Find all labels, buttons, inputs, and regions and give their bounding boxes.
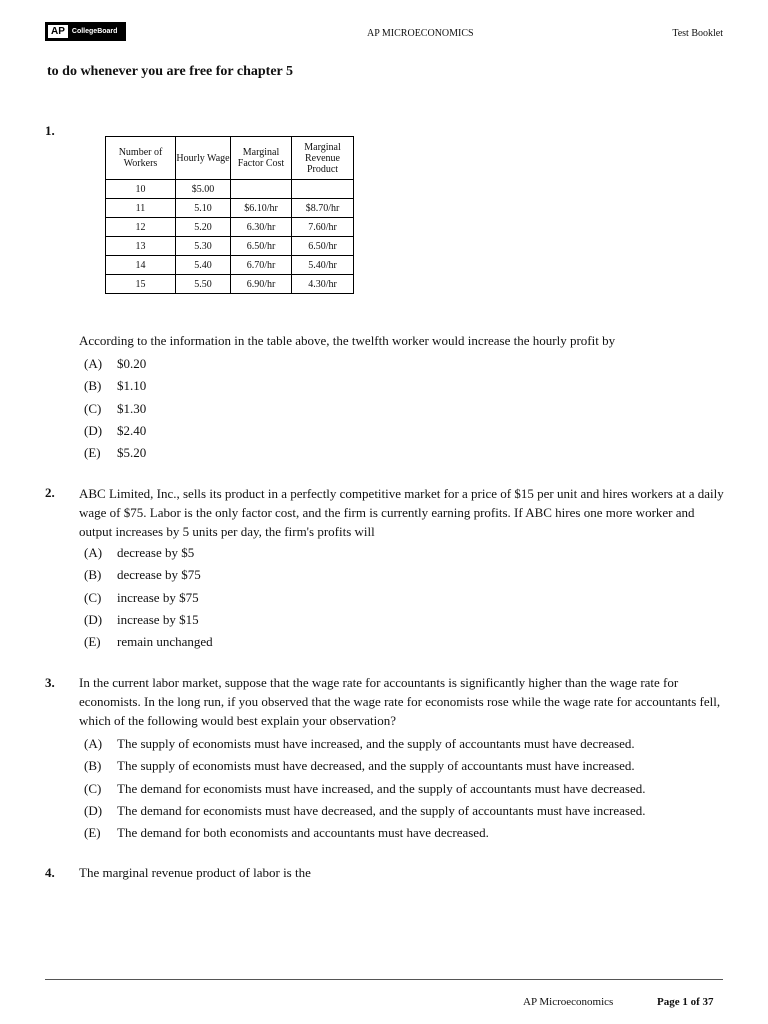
answer-option[interactable]: [84, 375, 146, 397]
table-header-row: [106, 137, 354, 180]
table-cell: 11: [106, 199, 176, 218]
answer-option[interactable]: [84, 398, 146, 420]
table-cell: 6.50/hr: [292, 237, 354, 256]
option-text: decrease by $5: [117, 545, 195, 560]
table-cell: 6.50/hr: [231, 237, 292, 256]
table-cell: $8.70/hr: [292, 199, 354, 218]
option-text: decrease by $75: [117, 567, 201, 583]
table-cell: 5.10: [176, 199, 231, 218]
question-4-text: The marginal revenue product of labor is the: [79, 865, 311, 880]
table-cell: 12: [106, 218, 176, 237]
option-text: $5.20: [117, 445, 147, 461]
option-letter: (A): [84, 545, 103, 560]
table-cell: 4.30/hr: [292, 275, 354, 294]
answer-option[interactable]: [84, 564, 213, 586]
option-text: $2.40: [117, 422, 147, 438]
footer-divider: [45, 979, 723, 980]
answer-option[interactable]: [84, 442, 146, 464]
answer-option[interactable]: [84, 631, 213, 653]
header-booklet-label: Test Booklet: [672, 28, 723, 39]
option-letter: (A): [84, 356, 103, 371]
table-cell: [231, 180, 292, 199]
table-cell: 6.70/hr: [231, 256, 292, 275]
option-letter: (E): [84, 445, 101, 461]
answer-option[interactable]: [84, 800, 646, 822]
option-letter: (B): [84, 758, 102, 774]
option-text: $0.20: [117, 356, 147, 371]
question-1-text: According to the information in the table above, the twelfth worker would increase the hourly profit by: [79, 333, 616, 348]
option-text: The demand for both economists and accountants must have decreased.: [117, 825, 489, 841]
table-cell: 5.20: [176, 218, 231, 237]
table-header-cell: Hourly Wage: [176, 137, 231, 180]
table-row: [106, 256, 354, 275]
answer-option[interactable]: [84, 778, 646, 800]
table-row: [106, 218, 354, 237]
answer-option[interactable]: [84, 822, 646, 844]
ap-collegeboard-logo: [45, 22, 126, 41]
option-letter: (B): [84, 378, 102, 394]
table-row: [106, 237, 354, 256]
option-text: The demand for economists must have decreased, and the supply of accountants must have increased.: [117, 802, 646, 818]
option-letter: (E): [84, 825, 101, 841]
table-cell: 15: [106, 275, 176, 294]
answer-option[interactable]: [84, 609, 213, 631]
logo-ap-text: AP: [48, 25, 68, 38]
option-letter: (C): [84, 780, 102, 796]
option-letter: (A): [84, 736, 103, 751]
answer-option[interactable]: [84, 755, 646, 777]
answer-option[interactable]: [84, 733, 646, 755]
option-text: The supply of economists must have decreased, and the supply of accountants must have increased.: [117, 758, 635, 774]
question-3-options: [84, 733, 646, 844]
page-number: Page 1 of 37: [657, 996, 714, 1008]
answer-option[interactable]: [84, 353, 146, 375]
option-letter: (B): [84, 567, 102, 583]
option-letter: (C): [84, 589, 102, 605]
table-cell: 5.30: [176, 237, 231, 256]
table-cell: $6.10/hr: [231, 199, 292, 218]
table-cell: 5.50: [176, 275, 231, 294]
wage-table: [105, 136, 354, 294]
option-text: The demand for economists must have increased, and the supply of accountants must have decreased.: [117, 780, 646, 796]
option-text: increase by $75: [117, 589, 199, 605]
option-letter: (D): [84, 422, 103, 438]
option-text: The supply of economists must have increased, and the supply of accountants must have decreased.: [117, 736, 635, 751]
question-1-options: [84, 353, 146, 464]
table-cell: 14: [106, 256, 176, 275]
question-2-text: ABC Limited, Inc., sells its product in a perfectly competitive market for a price of $15 per unit and hires workers at a daily wage of $75. Labor is the only factor cost, and the firm is currently earning profits. If ABC hires one more worker and output increases by 5 units per day, the firm's profits will: [79, 486, 724, 539]
option-text: remain unchanged: [117, 634, 213, 650]
question-2-options: [84, 542, 213, 653]
table-row: [106, 180, 354, 199]
table-header-cell: Marginal Revenue Product: [292, 137, 354, 180]
assignment-intro: to do whenever you are free for chapter 5: [47, 64, 293, 79]
table-cell: [292, 180, 354, 199]
question-3-text: In the current labor market, suppose that the wage rate for accountants is significantly higher than the wage rate for economists. In the long run, if you observed that the wage rate for economists rose while the wage rate for accountants fell, which of the following would best explain your observation?: [79, 675, 721, 728]
option-letter: (E): [84, 634, 101, 650]
option-text: increase by $15: [117, 611, 199, 627]
table-cell: 5.40/hr: [292, 256, 354, 275]
option-letter: (C): [84, 400, 102, 416]
question-3-number: 3.: [45, 675, 55, 690]
table-row: [106, 199, 354, 218]
table-cell: 6.30/hr: [231, 218, 292, 237]
table-cell: 10: [106, 180, 176, 199]
answer-option[interactable]: [84, 587, 213, 609]
table-cell: 6.90/hr: [231, 275, 292, 294]
header-title: AP MICROECONOMICS: [367, 28, 474, 39]
table-cell: $5.00: [176, 180, 231, 199]
table-cell: 7.60/hr: [292, 218, 354, 237]
page-header: [45, 20, 723, 44]
option-letter: (D): [84, 611, 103, 627]
table-row: [106, 275, 354, 294]
table-header-cell: Number of Workers: [106, 137, 176, 180]
table-cell: 13: [106, 237, 176, 256]
logo-collegeboard-text: CollegeBoard: [71, 28, 118, 35]
answer-option[interactable]: [84, 420, 146, 442]
question-1-number: 1.: [45, 123, 55, 138]
question-2-number: 2.: [45, 485, 55, 500]
table-header-cell: Marginal Factor Cost: [231, 137, 292, 180]
option-text: $1.10: [117, 378, 147, 394]
option-letter: (D): [84, 802, 103, 818]
option-text: $1.30: [117, 400, 147, 416]
table-cell: 5.40: [176, 256, 231, 275]
footer-course: AP Microeconomics: [523, 996, 614, 1008]
answer-option[interactable]: [84, 542, 213, 564]
question-4-number: 4.: [45, 865, 55, 880]
